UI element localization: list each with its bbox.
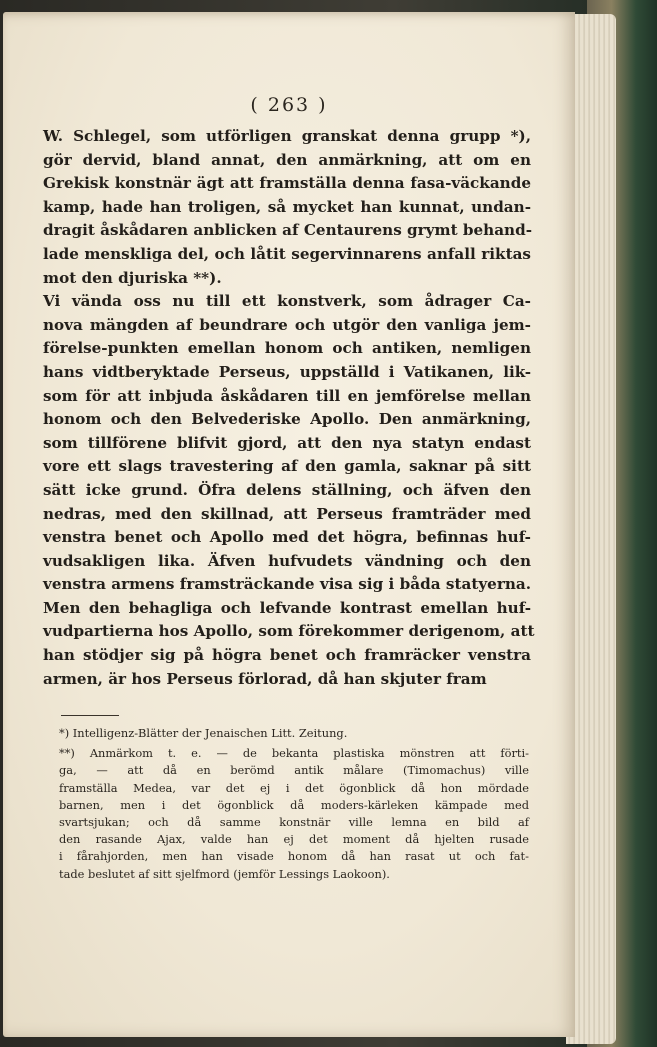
text-line: förelse-punkten emellan honom och antiken, nemligen xyxy=(43,339,531,358)
footnote-line: *) Intelligenz-Blätter der Jenaischen Litt. Zeitung. xyxy=(59,726,348,740)
footnote-line: tade beslutet af sitt sjelfmord (jemför Lessings Laokoon). xyxy=(59,866,390,881)
book-page xyxy=(3,12,575,1037)
body-text xyxy=(43,125,535,691)
text-line: venstra armens framsträckande visa sig i båda statyerna. xyxy=(43,575,531,594)
text-line: Men den behagliga och lefvande kontrast emellan huf- xyxy=(43,598,531,617)
text-line: som för att inbjuda åskådaren till en jemförelse mellan xyxy=(43,386,531,405)
text-line: gör dervid, bland annat, den anmärkning, att om en xyxy=(43,150,531,169)
page-number: ( 263 ) xyxy=(250,94,328,116)
footnote-line: framställa Medea, var det ej i det ögonblick då hon mördade xyxy=(59,780,529,795)
text-line: dragit åskådaren anblicken af Centaurens grymt behand- xyxy=(43,221,533,240)
text-line: armen, är hos Perseus förlorad, då han skjuter fram xyxy=(43,669,487,688)
text-line: som tillförene blifvit gjord, att den nya statyn endast xyxy=(43,433,531,452)
footnote-line: svartsjukan; och då samme konstnär ville lemna en bild af xyxy=(59,815,529,830)
text-line: kamp, hade han troligen, så mycket han kunnat, undan- xyxy=(43,197,531,216)
text-line: venstra benet och Apollo med det högra, befinnas huf- xyxy=(43,528,531,547)
text-line: nova mängden af beundrare och utgör den vanliga jem- xyxy=(43,315,531,334)
footnote-line: ga, — att då en berömd antik målare (Timomachus) ville xyxy=(59,763,529,778)
text-line: lade menskliga del, och låtit segervinnarens anfall riktas xyxy=(43,244,531,263)
footnote-line: i fårahjorden, men han visade honom då han rasat ut och fat- xyxy=(59,849,529,864)
text-line: W. Schlegel, som utförligen granskat denna grupp *), xyxy=(43,127,531,145)
text-line: nedras, med den skillnad, att Perseus framträder med xyxy=(43,504,531,523)
text-line: vudpartierna hos Apollo, som förekommer derigenom, att xyxy=(43,622,535,641)
footnote-rule xyxy=(61,715,119,716)
text-line: honom och den Belvederiske Apollo. Den anmärkning, xyxy=(43,410,531,429)
footnotes xyxy=(59,725,529,883)
text-line: han stödjer sig på högra benet och framräcker venstra xyxy=(43,646,531,665)
footnote-line: **) Anmärkom t. e. — de bekanta plastiska mönstren att förti- xyxy=(59,746,529,761)
text-line: Grekisk konstnär ägt att framställa denna fasa-väckande xyxy=(43,174,531,193)
footnote-line: den rasande Ajax, valde han ej det moment då hjelten rusade xyxy=(59,832,529,847)
text-line: vore ett slags travestering af den gamla, saknar på sitt xyxy=(43,457,531,476)
text-line: Vi vända oss nu till ett konstverk, som ådrager Ca- xyxy=(43,292,531,311)
text-line: vudsakligen lika. Äfven hufvudets vändning och den xyxy=(43,551,531,570)
text-line: sätt icke grund. Öfra delens ställning, och äfven den xyxy=(43,480,531,499)
text-line: mot den djuriska **). xyxy=(43,268,222,287)
text-line: hans vidtberyktade Perseus, uppställd i Vatikanen, lik- xyxy=(43,362,531,381)
footnote-line: barnen, men i det ögonblick då moders-kärleken kämpade med xyxy=(59,797,529,812)
